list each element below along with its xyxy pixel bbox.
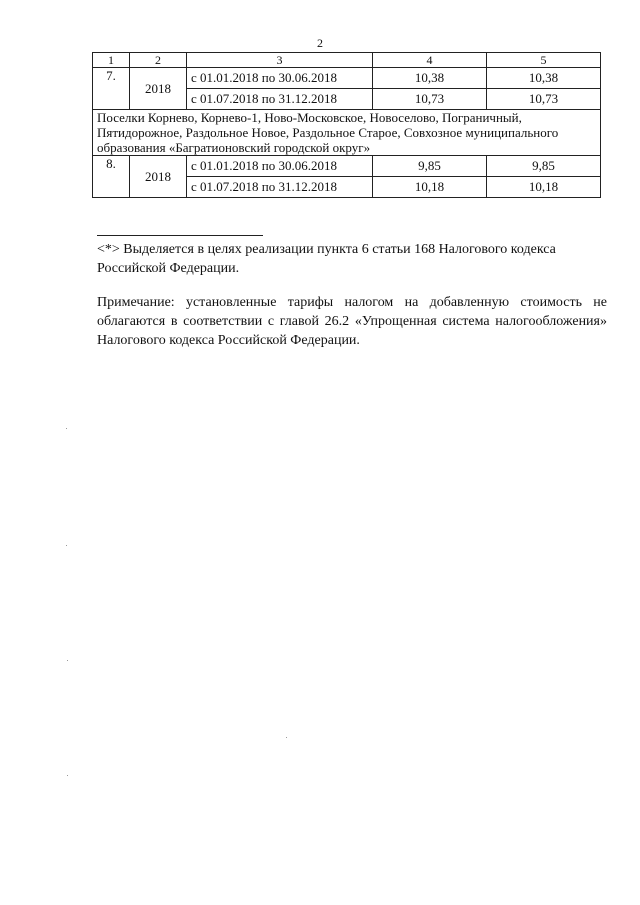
remark-note: Примечание: установленные тарифы налогом на добавленную стоимость не облагаются в соответствии с главой 26.2 «Упрощенная система налогообложения» Налогового кодекса Российской Федерации. bbox=[97, 295, 607, 348]
location-row bbox=[93, 110, 601, 156]
row-number: 7. bbox=[93, 68, 130, 110]
header-cell: 3 bbox=[187, 53, 373, 68]
row-value-col5: 10,73 bbox=[487, 89, 601, 110]
row-year: 2018 bbox=[130, 156, 187, 198]
header-cell: 1 bbox=[93, 53, 130, 68]
row-value-col4: 10,18 bbox=[373, 177, 487, 198]
scan-speck bbox=[67, 660, 68, 661]
row-period: с 01.01.2018 по 30.06.2018 bbox=[187, 68, 373, 89]
row-value-col4: 10,73 bbox=[373, 89, 487, 110]
header-cell: 5 bbox=[487, 53, 601, 68]
row-period: с 01.01.2018 по 30.06.2018 bbox=[187, 156, 373, 177]
row-period: с 01.07.2018 по 31.12.2018 bbox=[187, 89, 373, 110]
table-row bbox=[93, 68, 601, 89]
table-header-row bbox=[93, 53, 601, 68]
header-cell: 4 bbox=[373, 53, 487, 68]
table-row bbox=[93, 156, 601, 177]
header-cell: 2 bbox=[130, 53, 187, 68]
location-note: Поселки Корнево, Корнево-1, Ново-Московское, Новоселово, Пограничный, Пятидорожное, Раздольное Новое, Раздольное Старое, Совхозное муниципального образования «Багратионовский городской округ» bbox=[93, 110, 601, 156]
page-number: 2 bbox=[317, 36, 323, 50]
footnote: <*> Выделяется в целях реализации пункта 6 статьи 168 Налогового кодекса Российской Федерации. bbox=[97, 242, 556, 276]
row-year: 2018 bbox=[130, 68, 187, 110]
scan-speck bbox=[286, 737, 287, 738]
scan-speck bbox=[66, 428, 67, 429]
row-value-col4: 10,38 bbox=[373, 68, 487, 89]
row-value-col5: 9,85 bbox=[487, 156, 601, 177]
row-period: с 01.07.2018 по 31.12.2018 bbox=[187, 177, 373, 198]
scan-speck bbox=[67, 775, 68, 776]
row-value-col5: 10,38 bbox=[487, 68, 601, 89]
tariff-table bbox=[92, 52, 601, 198]
row-value-col5: 10,18 bbox=[487, 177, 601, 198]
row-number: 8. bbox=[93, 156, 130, 198]
footnote-divider bbox=[97, 235, 263, 236]
row-value-col4: 9,85 bbox=[373, 156, 487, 177]
scan-speck bbox=[66, 545, 67, 546]
